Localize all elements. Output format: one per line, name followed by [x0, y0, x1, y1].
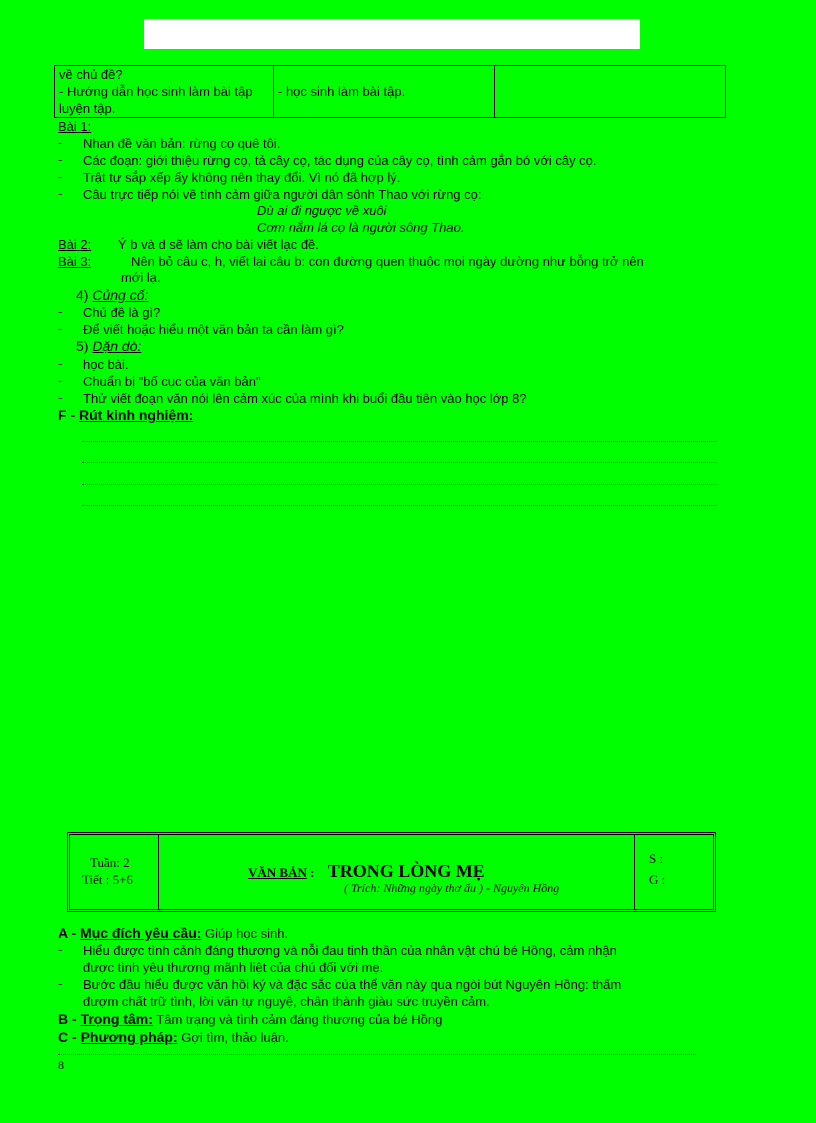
list-item: Các đoạn: giới thiệu rừng cọ, tả cây cọ, tác dụng của cây cọ, tình cảm gắn bó với cây cọ.	[83, 153, 597, 168]
lesson-date-cell: S : G :	[634, 835, 713, 909]
list-item: Trật tự sắp xếp ấy không nên thay đổi. Vì nó đã hợp lý.	[83, 170, 401, 185]
lesson-source: ( Trích: Những ngày thơ ấu ) - Nguyên Hồng	[344, 881, 560, 895]
rutkinh-heading: F - Rút kinh nghiệm:	[58, 407, 194, 423]
table-cell-teacher: về chủ đề? - Hướng dẫn học sinh làm bài tập luyện tập.	[55, 66, 274, 118]
list-item: Nhan đề văn bản: rừng cọ quê tôi.	[83, 136, 281, 151]
table-cell-student: - học sinh làm bài tập.	[274, 66, 495, 118]
cungco-heading: 4) Củng cố:	[76, 287, 149, 303]
danddo-heading: 5) Dặn dò:	[76, 338, 142, 354]
section-a-heading: A - Mục đích yêu cầu: Giúp học sinh.	[58, 925, 289, 941]
list-item: Chuẩn bị "bố cục của văn bản"	[83, 374, 261, 389]
list-item: Thử viết đoạn văn nói lên cảm xúc của mình khi buổi đầu tiên vào học lớp 8?	[83, 391, 527, 406]
lesson-title: VĂN BẢN : TRONG LÒNG MẸ	[248, 861, 485, 881]
dotted-line	[82, 441, 716, 442]
dotted-line	[82, 505, 716, 506]
section-c-heading: C - Phương pháp: Gợi tìm, thảo luận.	[58, 1029, 289, 1045]
header-blank-bar	[144, 19, 640, 49]
bai2-label: Bài 2:	[58, 237, 92, 252]
footer-rule	[58, 1054, 696, 1055]
poem-line: Dù ai đi ngược về xuôi	[257, 203, 387, 218]
table-cell-notes	[495, 66, 726, 118]
activity-table	[54, 65, 726, 118]
list-item: Chủ đề là gì?	[83, 305, 161, 320]
list-item: Câu trực tiếp nói về tình cảm giữa người dân sônh Thao với rừng cọ:	[83, 187, 482, 202]
poem-line: Cơm nắm lá cọ là người sông Thao.	[257, 220, 465, 235]
section-b-heading: B - Trọng tâm: Tâm trạng và tình cảm đáng thương của bé Hồng	[58, 1011, 443, 1027]
list-item: Hiểu được tình cảnh đáng thương và nỗi đau tinh thần của nhân vật chú bé Hồng, cảm nhận	[83, 943, 617, 958]
list-item: học bài.	[83, 357, 129, 372]
lesson-week-cell: Tuần: 2 Tiết : 5+6	[70, 835, 159, 909]
bai3-text: Nên bỏ câu c, h, viết lại câu b: con đường quen thuộc mọi ngày dường như bỗng trở nên	[131, 254, 644, 269]
lesson-header-box	[67, 832, 716, 912]
bai2-text: Ý b và d sẽ làm cho bài viết lạc đề.	[118, 237, 319, 252]
dotted-line	[82, 484, 716, 485]
dotted-line	[82, 462, 716, 463]
bai3-label: Bài 3:	[58, 254, 92, 269]
page-number: 8	[58, 1058, 64, 1072]
list-item-cont: đượm chất trữ tình, lời văn tự nguyệ, chân thành giàu sức truyền cảm.	[83, 994, 490, 1009]
list-item-cont: được tình yêu thương mãnh liệt của chú đối với mẹ.	[83, 960, 384, 975]
bai1-label: Bài 1:	[58, 119, 92, 134]
list-item: Để viết hoặc hiểu một văn bản ta cần làm gì?	[83, 322, 344, 337]
list-item: Bước đầu hiểu được văn hồi ký và đặc sắc của thể văn này qua ngòi bút Nguyên Hồng: thấm	[83, 977, 622, 992]
bai3-text-cont: mới lạ.	[121, 270, 161, 285]
